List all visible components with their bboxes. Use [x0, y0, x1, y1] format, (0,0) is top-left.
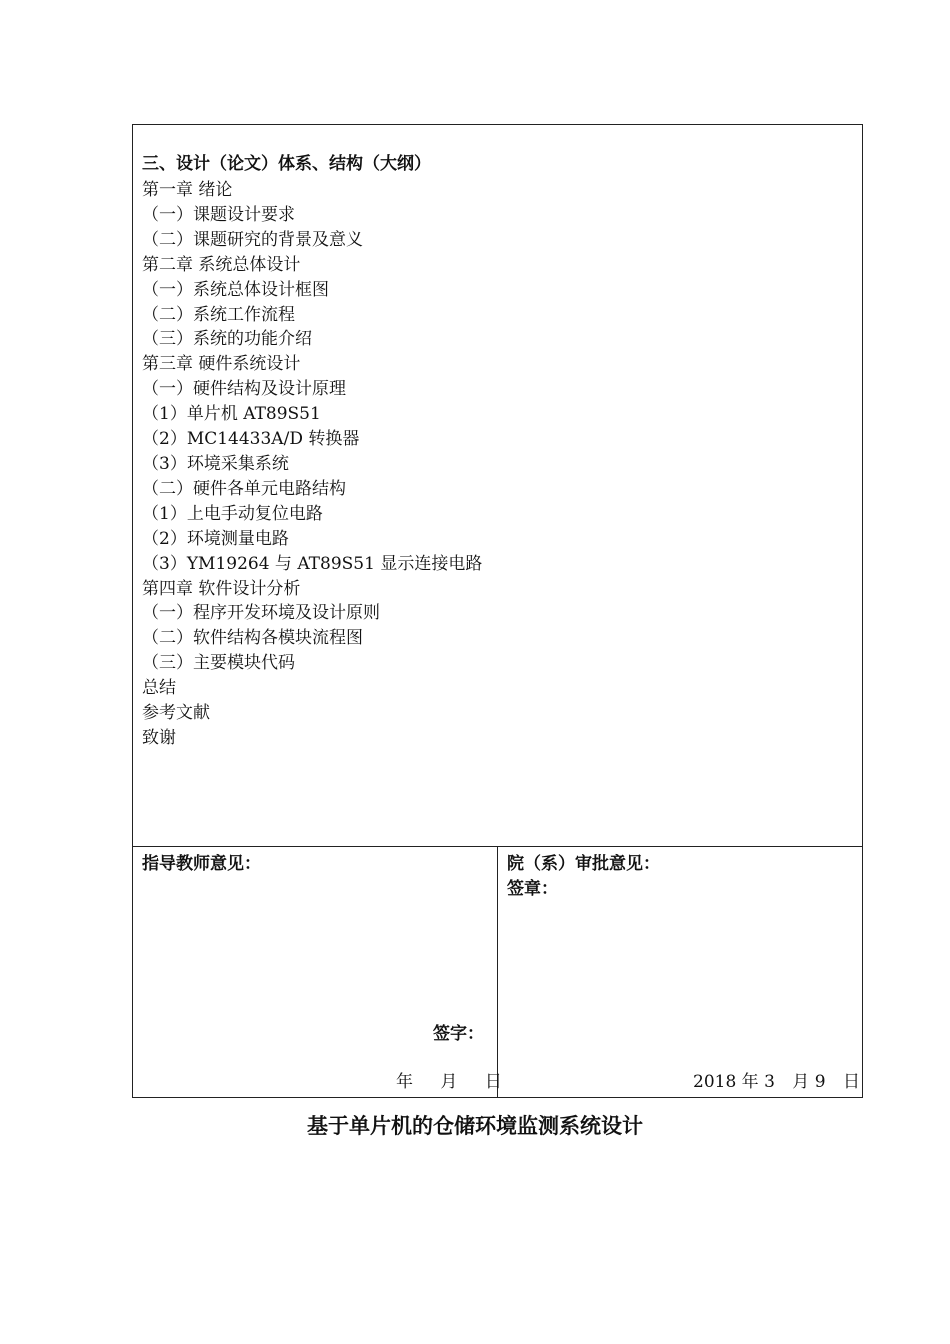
advisor-date — [396, 1071, 502, 1093]
department-date-year: 2018 年 3 — [693, 1072, 775, 1092]
outline-item: （1）上电手动复位电路 — [142, 503, 323, 524]
document-title: 基于单片机的仓储环境监测系统设计 — [307, 1113, 643, 1138]
outline-item: （1）单片机 AT89S51 — [142, 404, 321, 425]
advisor-date-month: 月 — [440, 1072, 458, 1092]
outline-item: 致谢 — [142, 727, 176, 748]
outline-item: （一）系统总体设计框图 — [142, 279, 329, 300]
department-date-month: 月 9 — [792, 1072, 826, 1092]
department-date-day: 日 — [842, 1072, 860, 1092]
advisor-opinion-label: 指导教师意见： — [142, 854, 261, 874]
outline-item: （三）系统的功能介绍 — [142, 329, 312, 350]
outline-list — [142, 178, 482, 751]
outline-item: 总结 — [142, 678, 176, 699]
department-date — [693, 1071, 860, 1093]
outline-item: （2）MC14433A/D 转换器 — [142, 429, 360, 450]
outline-item: （一）课题设计要求 — [142, 204, 295, 225]
department-approval-label: 院（系）审批意见： — [507, 854, 660, 874]
outline-item: 第二章 系统总体设计 — [142, 254, 301, 275]
outline-item: （3）环境采集系统 — [142, 453, 289, 474]
advisor-date-year: 年 — [396, 1072, 413, 1092]
advisor-opinion-cell — [133, 847, 502, 1097]
outline-item: （三）主要模块代码 — [142, 653, 295, 674]
outline-item: 第四章 软件设计分析 — [142, 578, 301, 599]
advisor-signature-label: 签字： — [433, 1024, 484, 1044]
outline-item: （一）程序开发环境及设计原则 — [142, 603, 380, 624]
outline-item: （二）系统工作流程 — [142, 304, 295, 325]
outline-item: （二）硬件各单元电路结构 — [142, 478, 346, 499]
outline-item: （二）课题研究的背景及意义 — [142, 229, 363, 250]
advisor-date-day: 日 — [484, 1072, 502, 1092]
outline-item: （2）环境测量电路 — [142, 528, 289, 549]
department-approval-cell — [498, 847, 862, 1097]
outline-cell — [133, 125, 862, 847]
proposal-form-table — [132, 124, 863, 1098]
outline-item: （二）软件结构各模块流程图 — [142, 628, 363, 649]
outline-item: 第三章 硬件系统设计 — [142, 354, 301, 375]
outline-item: 参考文献 — [142, 703, 210, 724]
outline-item: （3）YM19264 与 AT89S51 显示连接电路 — [142, 553, 483, 574]
outline-item: （一）硬件结构及设计原理 — [142, 379, 346, 400]
outline-item: 第一章 绪论 — [142, 180, 233, 200]
department-seal-label: 签章： — [507, 879, 558, 899]
outline-heading: 三、设计（论文）体系、结构（大纲） — [142, 154, 431, 174]
